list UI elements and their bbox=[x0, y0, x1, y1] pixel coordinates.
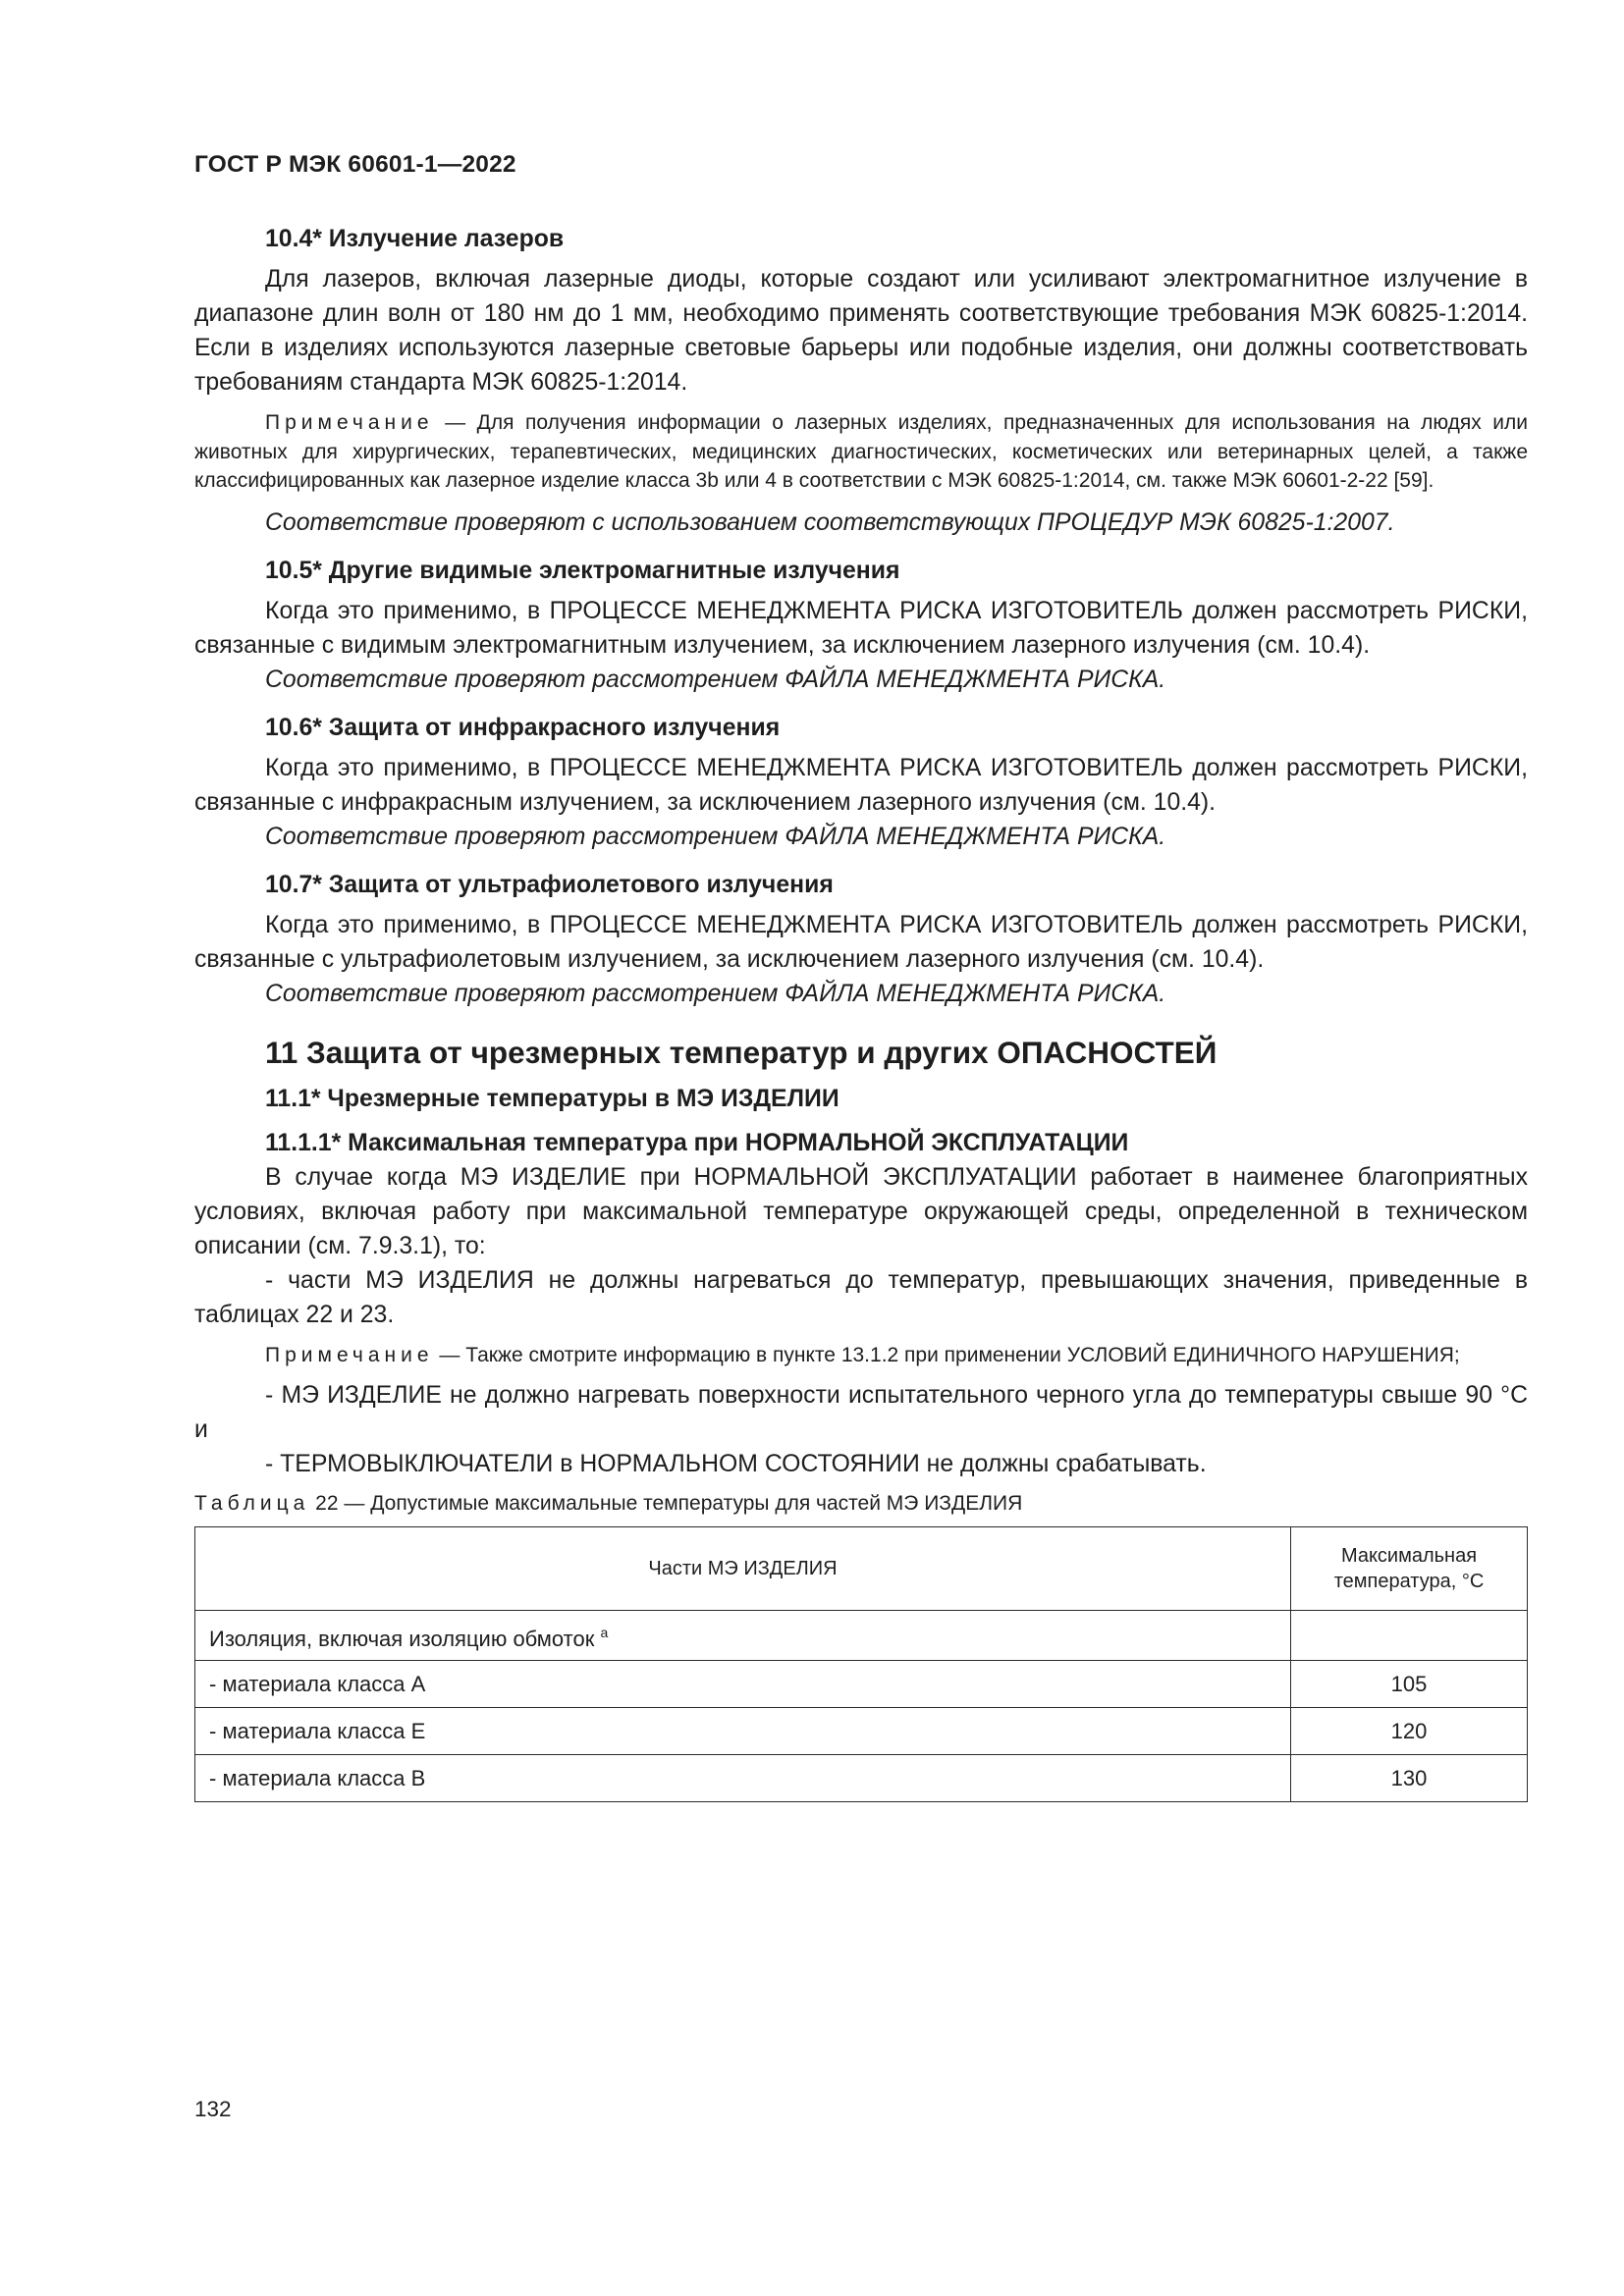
list-item: - МЭ ИЗДЕЛИЕ не должно нагревать поверхности испытательного черного угла до температуры свыше 90 °С и bbox=[194, 1382, 1528, 1443]
column-header-temperature bbox=[1291, 1527, 1528, 1611]
page-content bbox=[194, 222, 1528, 1802]
section-11-1-1-heading: 11.1.1* Максимальная температура при НОРМАЛЬНОЙ ЭКСПЛУАТАЦИИ bbox=[265, 1129, 1129, 1156]
section-10-6-heading: 10.6* Защита от инфракрасного излучения bbox=[265, 714, 781, 741]
list-item: - части МЭ ИЗДЕЛИЯ не должны нагреваться до температур, превышающих значения, приведенные в таблицах 22 и 23. bbox=[194, 1266, 1528, 1328]
column-header-temperature-line1: Максимальная bbox=[1340, 1545, 1478, 1567]
table-cell-value: 130 bbox=[1291, 1755, 1528, 1802]
table-row bbox=[195, 1611, 1528, 1661]
note-label: Примечание bbox=[265, 411, 434, 434]
table-cell-value bbox=[1291, 1611, 1528, 1661]
section-11-1-heading: 11.1* Чрезмерные температуры в МЭ ИЗДЕЛИИ bbox=[265, 1085, 839, 1112]
section-10-7-compliance: Соответствие проверяют рассмотрением ФАЙЛА МЕНЕДЖМЕНТА РИСКА. bbox=[265, 980, 1166, 1007]
table-row bbox=[195, 1708, 1528, 1755]
section-10-5-compliance: Соответствие проверяют рассмотрением ФАЙЛА МЕНЕДЖМЕНТА РИСКА. bbox=[265, 666, 1166, 693]
note-text: — Для получения информации о лазерных изделиях, предназначенных для использования на людях или животных для хирургических, терапевтических, медицинских диагностических, косметических или ветеринарных целей, а также классифицированных как лазерное изделие класса 3b или 4 в соответствии с МЭК 60825-1:2014, см. также МЭК 60601-2-22 [59]. bbox=[194, 411, 1528, 492]
page-number: 132 bbox=[194, 2097, 232, 2121]
section-10-6-compliance: Соответствие проверяют рассмотрением ФАЙЛА МЕНЕДЖМЕНТА РИСКА. bbox=[265, 823, 1166, 850]
section-10-4-paragraph: Для лазеров, включая лазерные диоды, которые создают или усиливают электромагнитное излучение в диапазоне длин волн от 180 нм до 1 мм, необходимо применять соответствующие требования МЭК 60825-1:2014. Если в изделиях используются лазерные световые барьеры или подобные изделия, они должны соответствовать требованиям стандарта МЭК 60825-1:2014. bbox=[194, 266, 1528, 396]
note-label: Примечание bbox=[265, 1343, 434, 1366]
table-22 bbox=[194, 1526, 1528, 1802]
table-22-caption bbox=[194, 1489, 1528, 1518]
table-caption-label: Таблица bbox=[194, 1492, 310, 1515]
table-row bbox=[195, 1755, 1528, 1802]
footnote-marker: a bbox=[600, 1624, 609, 1640]
table-header-row bbox=[195, 1527, 1528, 1611]
column-header-temperature-line2: температура, °С bbox=[1333, 1571, 1485, 1592]
document-header: ГОСТ Р МЭК 60601-1—2022 bbox=[194, 151, 516, 178]
list-item: - ТЕРМОВЫКЛЮЧАТЕЛИ в НОРМАЛЬНОМ СОСТОЯНИИ не должны срабатывать. bbox=[265, 1451, 1207, 1477]
table-row bbox=[195, 1661, 1528, 1708]
section-11-1-1-paragraph: В случае когда МЭ ИЗДЕЛИЕ при НОРМАЛЬНОЙ ЭКСПЛУАТАЦИИ работает в наименее благоприятных условиях, включая работу при максимальной температуре окружающей среды, определенной в техническом описании (см. 7.9.3.1), то: bbox=[194, 1163, 1528, 1259]
section-11-heading: 11 Защита от чрезмерных температур и других ОПАСНОСТЕЙ bbox=[265, 1034, 1218, 1070]
section-10-7-paragraph: Когда это применимо, в ПРОЦЕССЕ МЕНЕДЖМЕНТА РИСКА ИЗГОТОВИТЕЛЬ должен рассмотреть РИСКИ, связанные с ультрафиолетовым излучением, за исключением лазерного излучения (см. 10.4). bbox=[194, 911, 1528, 973]
section-10-4-note bbox=[194, 408, 1528, 496]
section-10-5-heading: 10.5* Другие видимые электромагнитные излучения bbox=[265, 557, 900, 584]
table-cell-part: - материала класса Е bbox=[195, 1708, 1291, 1755]
section-10-4-compliance: Соответствие проверяют с использованием соответствующих ПРОЦЕДУР МЭК 60825-1:2007. bbox=[265, 508, 1395, 536]
table-cell-value: 105 bbox=[1291, 1661, 1528, 1708]
cell-text: Изоляция, включая изоляцию обмоток bbox=[209, 1626, 595, 1651]
column-header-part: Части МЭ ИЗДЕЛИЯ bbox=[195, 1527, 1291, 1611]
section-10-4-heading: 10.4* Излучение лазеров bbox=[265, 226, 565, 252]
section-10-5-paragraph: Когда это применимо, в ПРОЦЕССЕ МЕНЕДЖМЕНТА РИСКА ИЗГОТОВИТЕЛЬ должен рассмотреть РИСКИ, связанные с видимым электромагнитным излучением, за исключением лазерного излучения (см. 10.4). bbox=[194, 597, 1528, 659]
table-cell-part: - материала класса В bbox=[195, 1755, 1291, 1802]
section-10-6-paragraph: Когда это применимо, в ПРОЦЕССЕ МЕНЕДЖМЕНТА РИСКА ИЗГОТОВИТЕЛЬ должен рассмотреть РИСКИ, связанные с инфракрасным излучением, за исключением лазерного излучения (см. 10.4). bbox=[194, 754, 1528, 816]
section-10-7-heading: 10.7* Защита от ультрафиолетового излучения bbox=[265, 871, 834, 898]
table-caption-text: 22 — Допустимые максимальные температуры для частей МЭ ИЗДЕЛИЯ bbox=[309, 1492, 1023, 1515]
note-text: — Также смотрите информацию в пункте 13.1.2 при применении УСЛОВИЙ ЕДИНИЧНОГО НАРУШЕНИЯ; bbox=[433, 1343, 1460, 1366]
table-cell-part bbox=[195, 1611, 1291, 1661]
table-cell-part: - материала класса А bbox=[195, 1661, 1291, 1708]
table-cell-value: 120 bbox=[1291, 1708, 1528, 1755]
section-11-1-1-note bbox=[194, 1341, 1528, 1370]
